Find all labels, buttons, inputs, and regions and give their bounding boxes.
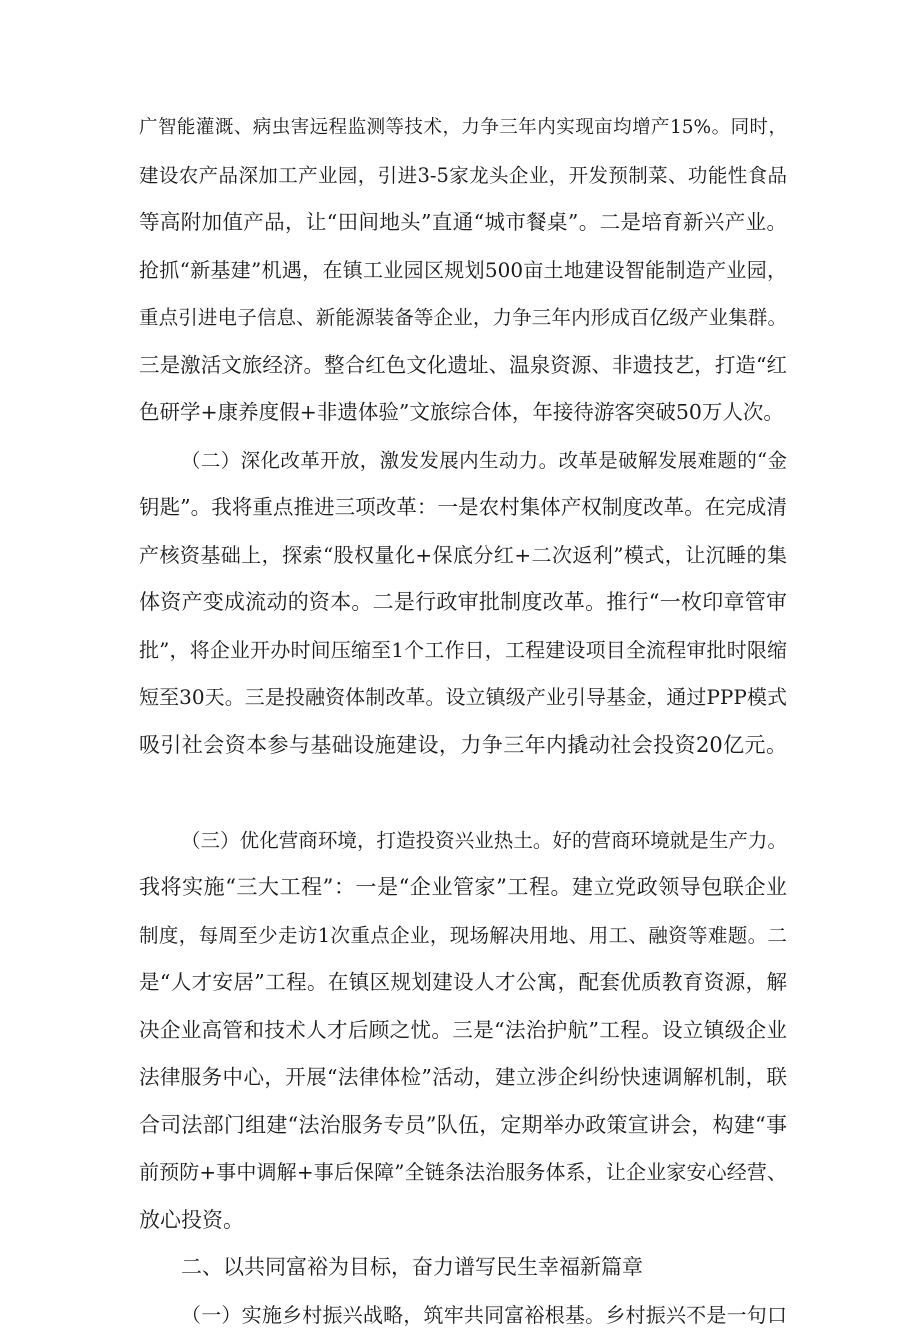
text-line: 重点引进电子信息、新能源装备等企业，力争三年内形成百亿级产业集群。 [139,294,787,342]
paragraph-heading-line: （一）实施乡村振兴战略，筑牢共同富裕根基。乡村振兴不是一句口 [139,1292,787,1339]
paragraph-reform-opening [139,437,787,817]
text-line: 批”，将企业开办时间压缩至1个工作日，工程建设项目全流程审批时限缩 [139,627,787,675]
paragraph-business-environment [139,817,787,1245]
text-line: 钥匙”。我将重点推进三项改革：一是农村集体产权制度改革。在完成清 [139,484,787,532]
text-line: 三是激活文旅经济。整合红色文化遗址、温泉资源、非遗技艺，打造“红 [139,342,787,390]
paragraph-industry-continued [139,104,787,437]
text-line [139,769,787,817]
text-line: 是“人才安居”工程。在镇区规划建设人才公寓，配套优质教育资源，解 [139,959,787,1007]
text-line: 建设农产品深加工产业园，引进3-5家龙头企业，开发预制菜、功能性食品 [139,152,787,200]
text-line: 体资产变成流动的资本。二是行政审批制度改革。推行“一枚印章管审 [139,579,787,627]
text-line: 放心投资。 [139,1197,787,1245]
text-line: 法律服务中心，开展“法律体检”活动，建立涉企纠纷快速调解机制，联 [139,1054,787,1102]
paragraph-heading-line: （三）优化营商环境，打造投资兴业热土。好的营商环境就是生产力。 [139,817,787,865]
text-line: 广智能灌溉、病虫害远程监测等技术，力争三年内实现亩均增产15%。同时， [139,104,787,152]
text-line: 短至30天。三是投融资体制改革。设立镇级产业引导基金，通过PPP模式 [139,674,787,722]
document-body [139,104,787,1339]
text-line: 产核资基础上，探索“股权量化+保底分红+二次返利”模式，让沉睡的集 [139,532,787,580]
paragraph-heading-line: （二）深化改革开放，激发发展内生动力。改革是破解发展难题的“金 [139,437,787,485]
text-line: 我将实施“三大工程”：一是“企业管家”工程。建立党政领导包联企业 [139,864,787,912]
text-line: 抢抓“新基建”机遇，在镇工业园区规划500亩土地建设智能制造产业园， [139,247,787,295]
text-line: 色研学+康养度假+非遗体验”文旅综合体，年接待游客突破50万人次。 [139,389,787,437]
text-line: 吸引社会资本参与基础设施建设，力争三年内撬动社会投资20亿元。 [139,722,787,770]
section-heading-common-prosperity [139,1244,787,1292]
text-line: 合司法部门组建“法治服务专员”队伍，定期举办政策宣讲会，构建“事 [139,1102,787,1150]
text-line: 等高附加值产品，让“田间地头”直通“城市餐桌”。二是培育新兴产业。 [139,199,787,247]
text-line: 决企业高管和技术人才后顾之忧。三是“法治护航”工程。设立镇级企业 [139,1007,787,1055]
section-heading: 二、以共同富裕为目标，奋力谱写民生幸福新篇章 [139,1244,787,1292]
text-line: 前预防+事中调解+事后保障”全链条法治服务体系，让企业家安心经营、 [139,1149,787,1197]
text-line: 制度，每周至少走访1次重点企业，现场解决用地、用工、融资等难题。二 [139,912,787,960]
paragraph-rural-revitalization [139,1292,787,1339]
